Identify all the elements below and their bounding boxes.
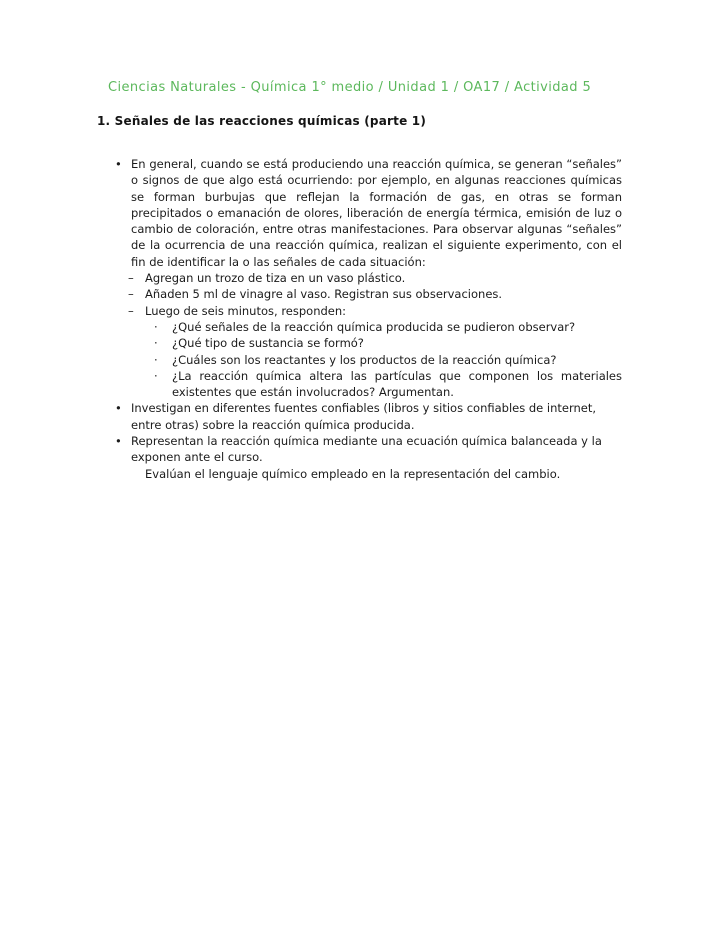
list-item-research (97, 400, 622, 433)
step-text: Luego de seis minutos, responden: (145, 303, 347, 318)
list-item-question (97, 368, 622, 401)
question-text: ¿Cuáles son los reactantes y los productos de la reacción química? (172, 352, 557, 367)
list-item-step (97, 270, 622, 286)
list-item-step (97, 286, 622, 302)
bullet-marker: • (115, 401, 122, 416)
dot-marker: · (154, 368, 158, 383)
represent-text: Representan la reacción química mediante una ecuación química balanceada y la exponen ante el curso. (131, 434, 602, 465)
dash-marker: – (128, 271, 134, 286)
question-text: ¿Qué tipo de sustancia se formó? (172, 336, 364, 351)
step-text: Añaden 5 ml de vinagre al vaso. Registran sus observaciones. (145, 287, 503, 302)
list-item-question (97, 352, 622, 368)
question-text: ¿La reacción química altera las partículas que componen los materiales existentes que están involucrados? Argumentan. (172, 368, 622, 400)
list-item-evaluate (97, 466, 622, 482)
step-text: Agregan un trozo de tiza en un vaso plástico. (145, 271, 406, 286)
dash-marker: – (128, 287, 134, 302)
bullet-marker: • (115, 157, 122, 171)
list-item-step (97, 303, 622, 319)
dot-marker: · (154, 319, 158, 334)
dash-marker: – (128, 303, 134, 318)
page-title: 1. Señales de las reacciones químicas (parte 1) (97, 114, 427, 128)
dot-marker: · (154, 336, 158, 351)
dot-marker: · (154, 352, 158, 367)
intro-paragraph: En general, cuando se está produciendo una reacción química, se generan “señales” o signos de que algo está ocurriendo: por ejemplo, en algunas reacciones químicas se forman burbujas que reflejan la formación de gas, en otras se forman precipitados o emanación de olores, liberación de energía térmica, emisión de luz o cambio de coloración, entre otras manifestaciones. Para observar algunas “señales” de la ocurrencia de una reacción química, realizan el siguiente experimento, con el fin de identificar la o las señales de cada situación: (131, 157, 622, 269)
evaluate-text: Evalúan el lenguaje químico empleado en la representación del cambio. (145, 466, 561, 481)
list-item-represent (97, 433, 622, 466)
list-item-intro (97, 156, 622, 270)
bullet-marker: • (115, 434, 122, 449)
list-item-question (97, 319, 622, 335)
question-text: ¿Qué señales de la reacción química producida se pudieron observar? (172, 319, 576, 334)
research-text: Investigan en diferentes fuentes confiables (libros y sitios confiables de internet, entre otras) sobre la reacción química producida. (131, 401, 597, 432)
breadcrumb: Ciencias Naturales - Química 1° medio / Unidad 1 / OA17 / Actividad 5 (108, 80, 592, 95)
activity-content (97, 156, 622, 482)
list-item-question (97, 335, 622, 351)
